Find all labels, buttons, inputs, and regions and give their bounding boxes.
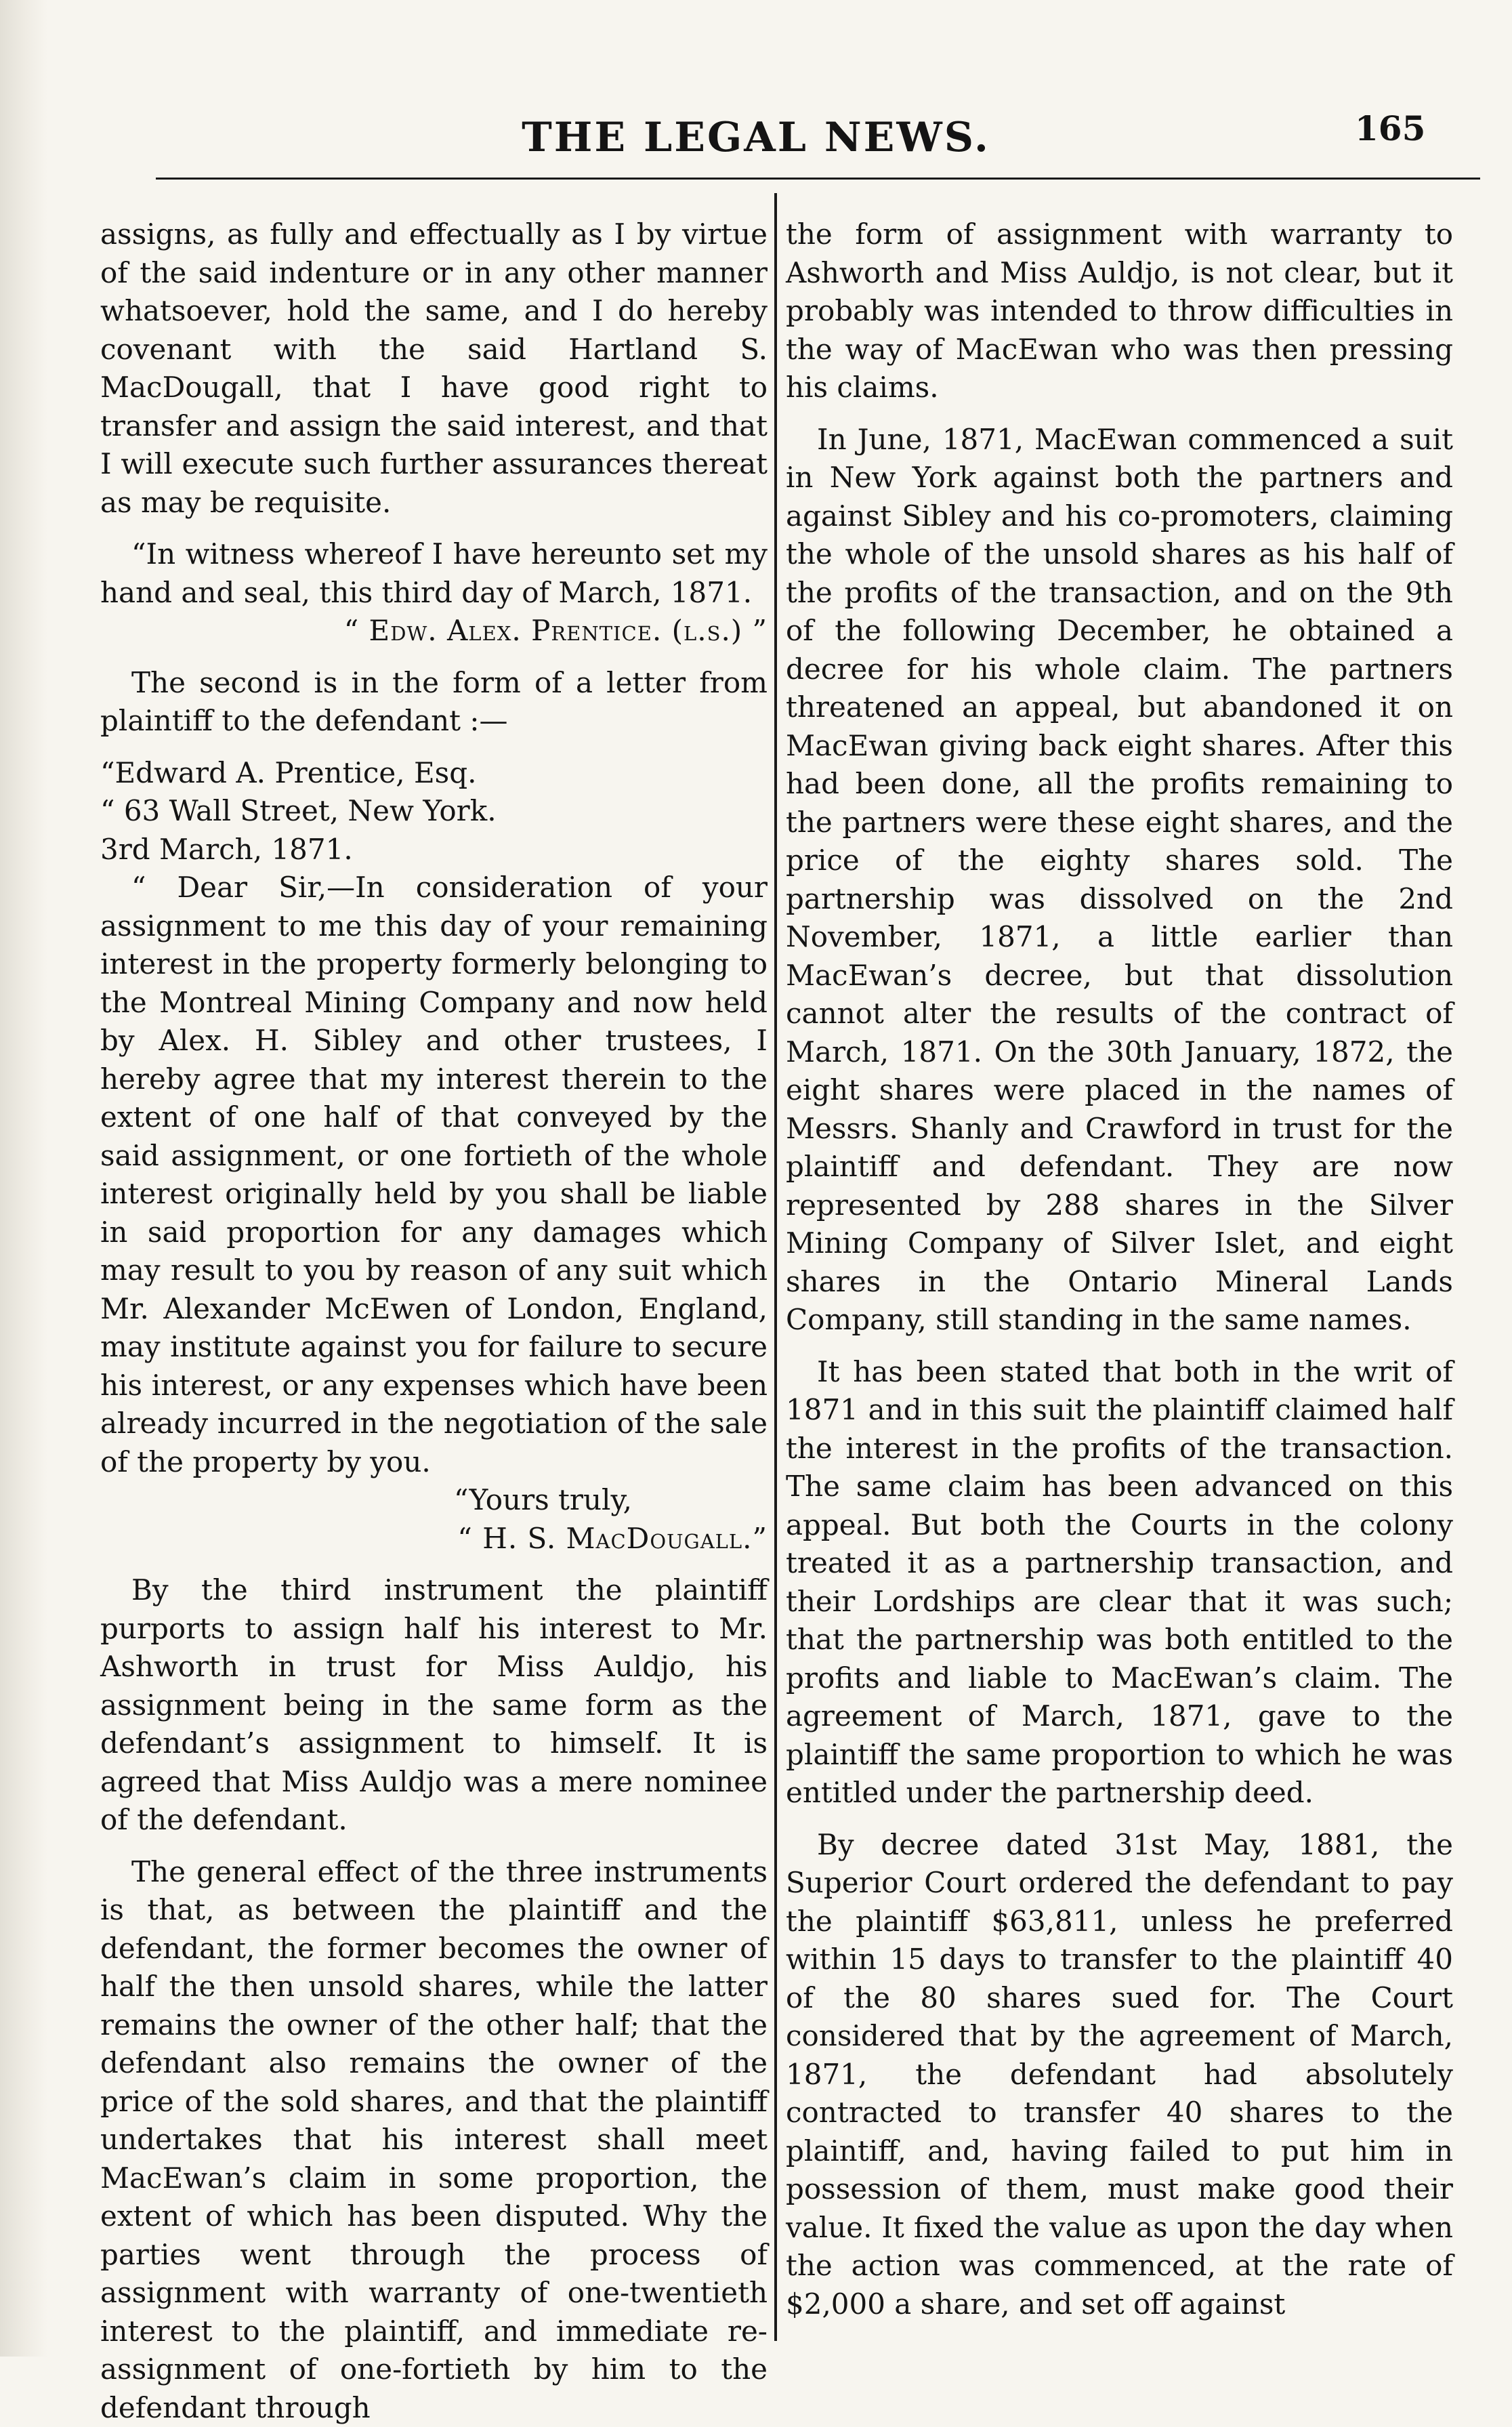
column-divider bbox=[774, 193, 777, 2341]
letter-closing: “Yours truly, bbox=[100, 1481, 768, 1520]
paragraph: By decree dated 31st May, 1881, the Superior Court ordered the defendant to pay the plaintiff $63,811, unless he preferred within 15 days to transfer to the plaintiff 40 of the 80 shares sued for. The Court considered that by the agreement of March, 1871, the defendant had absolutely contracted to transfer 40 shares to the plaintiff, and, having failed to put him in possession of them, must make good their value. It fixed the value as upon the day when the action was commenced, at the rate of $2,000 a share, and set off against bbox=[786, 1826, 1453, 2324]
header-rule bbox=[156, 178, 1480, 180]
signature-macdougall: “ H. S. MacDougall.” bbox=[100, 1520, 768, 1558]
right-column bbox=[786, 215, 1453, 2323]
journal-title: THE LEGAL NEWS. bbox=[0, 114, 1512, 161]
page-header bbox=[0, 108, 1512, 169]
paragraph: By the third instrument the plaintiff purports to assign half his interest to Mr. Ashworth in trust for Miss Auldjo, his assignment being in the same form as the defendant’s assignment to himself. It is agreed that Miss Auldjo was a mere nominee of the defendant. bbox=[100, 1571, 768, 1840]
letter-address: “ 63 Wall Street, New York. bbox=[100, 792, 768, 831]
paragraph: It has been stated that both in the writ of 1871 and in this suit the plaintiff claimed half the interest in the profits of the transaction. The same claim has been advanced on this appeal. But both the Courts in the colony treated it as a partnership transaction, and their Lordships are clear that it was such; that the partnership was both entitled to the profits and liable to MacEwan’s claim. The agreement of March, 1871, gave to the plaintiff the same proportion to which he was entitled under the partnership deed. bbox=[786, 1353, 1453, 1812]
signature-prentice: “ Edw. Alex. Prentice. (l.s.) ” bbox=[100, 612, 768, 650]
paragraph: the form of assignment with warranty to Ashworth and Miss Auldjo, is not clear, but it probably was intended to throw difficulties in the way of MacEwan who was then pressing his claims. bbox=[786, 215, 1453, 407]
page-edge-shadow bbox=[0, 0, 47, 2357]
paragraph: The second is in the form of a letter from plaintiff to the defendant :— bbox=[100, 664, 768, 741]
letter-date: 3rd March, 1871. bbox=[100, 831, 768, 869]
left-column bbox=[100, 215, 768, 2427]
paragraph: The general effect of the three instruments is that, as between the plaintiff and the defendant, the former becomes the owner of half the then unsold shares, while the latter remains the owner of the other half; that the defendant also remains the owner of the price of the sold shares, and that the plaintiff undertakes that his interest shall meet MacEwan’s claim in some proportion, the extent of which has been disputed. Why the parties went through the process of assignment with warranty of one-twentieth interest to the plaintiff, and immediate re-assignment of one-fortieth by him to the defendant through bbox=[100, 1853, 768, 2427]
page-number: 165 bbox=[1355, 108, 1425, 148]
paragraph: In June, 1871, MacEwan commenced a suit in New York against both the partners and against Sibley and his co-promoters, claiming the whole of the unsold shares as his half of the profits of the transaction, and on the 9th of the following December, he obtained a decree for his whole claim. The partners threatened an appeal, but abandoned it on MacEwan giving back eight shares. After this had been done, all the profits remaining to the partners were these eight shares, and the price of the eighty shares sold. The partnership was dissolved on the 2nd November, 1871, a little earlier than MacEwan’s decree, but that dissolution cannot alter the results of the contract of March, 1871. On the 30th January, 1872, the eight shares were placed in the names of Messrs. Shanly and Crawford in trust for the plaintiff and defendant. They are now represented by 288 shares in the Silver Mining Company of Silver Islet, and eight shares in the Ontario Mineral Lands Company, still standing in the same names. bbox=[786, 421, 1453, 1340]
paragraph: “In witness whereof I have hereunto set my hand and seal, this third day of March, 1871. bbox=[100, 535, 768, 612]
letter-body: “ Dear Sir,—In consideration of your assignment to me this day of your remaining interest in the property formerly belonging to the Montreal Mining Company and now held by Alex. H. Sibley and other trustees, I hereby agree that my interest therein to the extent of one half of that conveyed by the said assignment, or one fortieth of the whole interest originally held by you shall be liable in said proportion for any damages which may result to you by reason of any suit which Mr. Alexander McEwen of London, England, may institute against you for failure to secure his interest, or any expenses which have been already incurred in the negotiation of the sale of the property by you. bbox=[100, 869, 768, 1481]
letter-addressee: “Edward A. Prentice, Esq. bbox=[100, 754, 768, 793]
paragraph: assigns, as fully and effectually as I by virtue of the said indenture or in any other manner whatsoever, hold the same, and I do hereby covenant with the said Hartland S. MacDougall, that I have good right to transfer and assign the said interest, and that I will execute such further assurances thereat as may be requisite. bbox=[100, 215, 768, 522]
